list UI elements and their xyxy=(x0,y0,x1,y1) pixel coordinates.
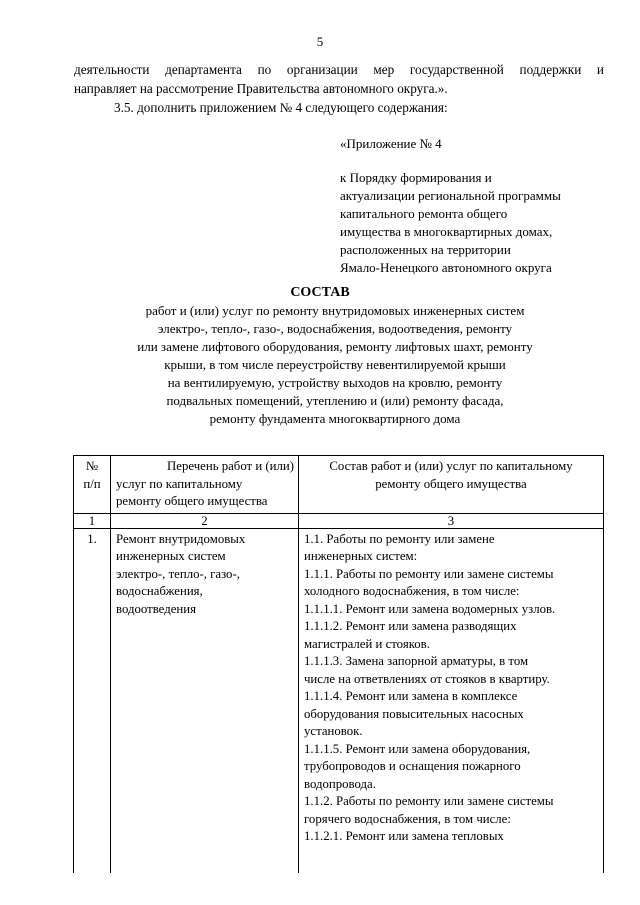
table-row xyxy=(74,528,604,873)
appendix-header xyxy=(340,135,610,277)
row-list: Ремонт внутридомовых инженерных систем электро-, тепло-, газо-, водоснабжения, водоотведения xyxy=(111,528,299,873)
subtitle-line: работ и (или) услуг по ремонту внутридомовых инженерных систем xyxy=(145,303,525,318)
intro-line-2: направляет на рассмотрение Правительства автономного округа.». xyxy=(74,81,448,96)
appendix-line: имущества в многоквартирных домах, xyxy=(340,224,553,239)
appendix-line: капитального ремонта общего xyxy=(340,206,508,221)
row-composition: 1.1. Работы по ремонту или замене инженерных систем: 1.1.1. Работы по ремонту или замене системы холодного водоснабжения, в том числе: 1.1.1.1. Ремонт или замена водомерных узлов. 1.1.1.2. Ремонт или замена разводящих магистралей и стояков. 1.1.1.3. Замена запорной арматуры, в том числе на ответвлениях от стояков в квартиру. 1.1.1.4. Ремонт или замена в комплексе оборудования повысительных насосных установок. 1.1.1.5. Ремонт или замена оборудования, трубопроводов и оснащения пожарного водопровода. 1.1.2. Работы по ремонту или замене системы горячего водоснабжения, в том числе: 1.1.2.1. Ремонт или замена тепловых xyxy=(299,528,604,873)
index-cell: 2 xyxy=(111,513,299,528)
document-subtitle xyxy=(0,302,640,428)
header-num: № п/п xyxy=(74,456,111,514)
row-num: 1. xyxy=(74,528,111,873)
intro-text xyxy=(74,60,604,117)
subtitle-line: или замене лифтового оборудования, ремонту лифтовых шахт, ремонту xyxy=(137,339,533,354)
page-number: 5 xyxy=(316,34,324,49)
intro-line-3: 3.5. дополнить приложением № 4 следующего содержания: xyxy=(114,100,448,115)
subtitle-line: ремонту фундамента многоквартирного дома xyxy=(209,411,461,426)
table-header-row xyxy=(74,456,604,514)
works-table xyxy=(73,455,604,873)
intro-line-1: деятельности департамента по организации мер государственной поддержки и xyxy=(74,62,604,77)
index-cell: 1 xyxy=(74,513,111,528)
appendix-title: «Приложение № 4 xyxy=(340,136,442,151)
header-list: Перечень работ и (или) услуг по капитальному ремонту общего имущества xyxy=(111,456,299,514)
subtitle-line: крыши, в том числе переустройству невентилируемой крыши xyxy=(164,357,506,372)
appendix-line: к Порядку формирования и xyxy=(340,170,492,185)
subtitle-line: подвальных помещений, утеплению и (или) ремонту фасада, xyxy=(166,393,504,408)
document-title: СОСТАВ xyxy=(290,285,350,300)
appendix-line: Ямало-Ненецкого автономного округа xyxy=(340,260,552,275)
header-composition: Состав работ и (или) услуг по капитальному ремонту общего имущества xyxy=(299,456,604,514)
table-index-row xyxy=(74,513,604,528)
index-cell: 3 xyxy=(299,513,604,528)
subtitle-line: на вентилируемую, устройству выходов на кровлю, ремонту xyxy=(167,375,503,390)
appendix-line: актуализации региональной программы xyxy=(340,188,561,203)
appendix-line: расположенных на территории xyxy=(340,242,511,257)
subtitle-line: электро-, тепло-, газо-, водоснабжения, водоотведения, ремонту xyxy=(157,321,513,336)
